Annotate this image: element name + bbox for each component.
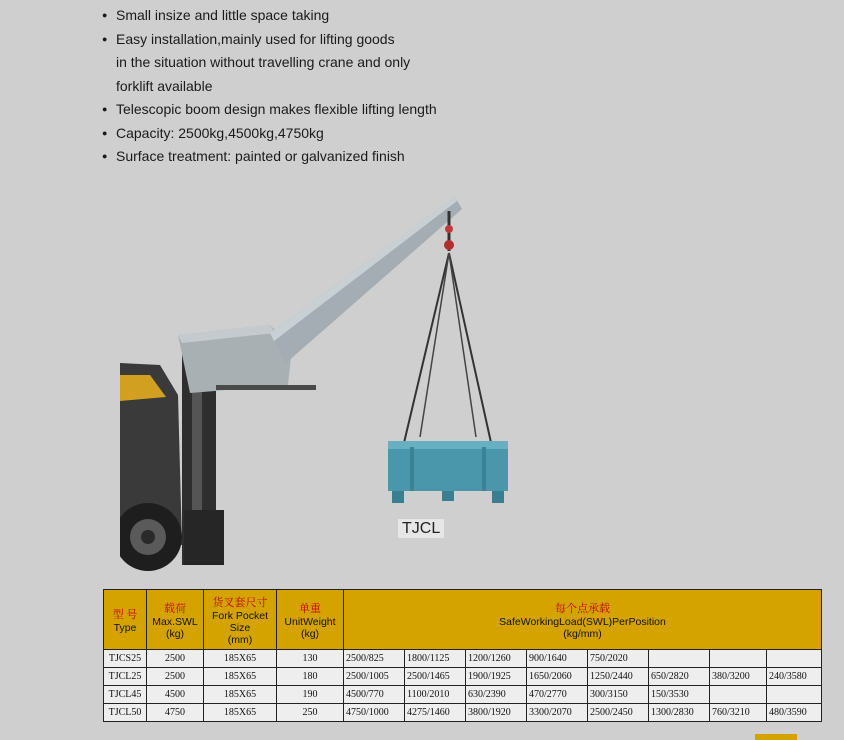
cell-swl-position: 1900/1925 bbox=[466, 668, 527, 686]
forklift-jib-crane-photo bbox=[120, 185, 540, 585]
col-swl-per-position: 每个点承载 SafeWorkingLoad(SWL)PerPosition (kg/mm) bbox=[344, 590, 822, 650]
cell-swl-position: 630/2390 bbox=[466, 686, 527, 704]
cell-swl-position bbox=[710, 686, 767, 704]
cell-swl: 4500 bbox=[147, 686, 204, 704]
table-row bbox=[104, 650, 822, 668]
cell-fork: 185X65 bbox=[204, 650, 277, 668]
cell-swl-position: 300/3150 bbox=[588, 686, 649, 704]
cell-swl-position: 470/2770 bbox=[527, 686, 588, 704]
cell-swl: 2500 bbox=[147, 650, 204, 668]
specification-table bbox=[103, 589, 822, 722]
cell-swl: 4750 bbox=[147, 704, 204, 722]
feature-item: ● Easy installation,mainly used for lifting goods bbox=[100, 28, 620, 52]
cell-swl: 2500 bbox=[147, 668, 204, 686]
cell-type: TJCL25 bbox=[104, 668, 147, 686]
cell-type: TJCL45 bbox=[104, 686, 147, 704]
cell-swl-position: 4750/1000 bbox=[344, 704, 405, 722]
feature-item: in the situation without travelling crane and only bbox=[116, 54, 411, 70]
table-row bbox=[104, 668, 822, 686]
cell-swl-position: 4500/770 bbox=[344, 686, 405, 704]
cell-swl-position: 1800/1125 bbox=[405, 650, 466, 668]
cell-swl-position: 1100/2010 bbox=[405, 686, 466, 704]
cell-swl-position: 900/1640 bbox=[527, 650, 588, 668]
cell-swl-position: 2500/825 bbox=[344, 650, 405, 668]
cell-fork: 185X65 bbox=[204, 686, 277, 704]
col-type: 型 号 Type bbox=[104, 590, 147, 650]
photo-caption: TJCL bbox=[398, 519, 444, 538]
telescopic-boom bbox=[270, 197, 462, 363]
cell-swl-position: 1650/2060 bbox=[527, 668, 588, 686]
feature-item: ● Small insize and little space taking bbox=[100, 4, 620, 28]
cell-weight: 190 bbox=[277, 686, 344, 704]
cell-swl-position: 750/2020 bbox=[588, 650, 649, 668]
cell-swl-position: 480/3590 bbox=[767, 704, 822, 722]
cell-fork: 185X65 bbox=[204, 704, 277, 722]
feature-item: forklift available bbox=[116, 77, 213, 94]
table-row bbox=[104, 704, 822, 722]
cell-swl-position bbox=[649, 650, 710, 668]
cell-swl-position: 650/2820 bbox=[649, 668, 710, 686]
feature-item: ● Telescopic boom design makes flexible lifting length bbox=[100, 98, 620, 122]
cell-swl-position bbox=[710, 650, 767, 668]
cell-swl-position: 2500/2450 bbox=[588, 704, 649, 722]
cell-swl-position: 1250/2440 bbox=[588, 668, 649, 686]
cell-weight: 130 bbox=[277, 650, 344, 668]
col-fork: 货叉套尺寸 Fork Pocket Size (mm) bbox=[204, 590, 277, 650]
col-swl: 载荷 Max.SWL (kg) bbox=[147, 590, 204, 650]
page-corner-mark bbox=[755, 734, 797, 740]
cell-swl-position: 760/3210 bbox=[710, 704, 767, 722]
lifting-chain bbox=[403, 253, 449, 447]
cell-swl-position: 150/3530 bbox=[649, 686, 710, 704]
cell-swl-position: 240/3580 bbox=[767, 668, 822, 686]
cell-swl-position: 380/3200 bbox=[710, 668, 767, 686]
feature-list bbox=[100, 4, 620, 169]
cell-swl-position: 3800/1920 bbox=[466, 704, 527, 722]
feature-item: ● Capacity: 2500kg,4500kg,4750kg bbox=[100, 122, 620, 146]
cell-swl-position: 1200/1260 bbox=[466, 650, 527, 668]
cell-weight: 180 bbox=[277, 668, 344, 686]
cell-swl-position: 2500/1005 bbox=[344, 668, 405, 686]
cell-swl-position bbox=[767, 686, 822, 704]
cell-type: TJCS25 bbox=[104, 650, 147, 668]
cell-weight: 250 bbox=[277, 704, 344, 722]
cell-type: TJCL50 bbox=[104, 704, 147, 722]
cell-swl-position: 2500/1465 bbox=[405, 668, 466, 686]
feature-item: ● Surface treatment: painted or galvanized finish bbox=[100, 145, 620, 169]
cell-swl-position: 3300/2070 bbox=[527, 704, 588, 722]
cell-swl-position: 4275/1460 bbox=[405, 704, 466, 722]
cell-swl-position bbox=[767, 650, 822, 668]
cell-swl-position: 1300/2830 bbox=[649, 704, 710, 722]
cell-fork: 185X65 bbox=[204, 668, 277, 686]
col-weight: 单重 UnitWeight (kg) bbox=[277, 590, 344, 650]
table-row bbox=[104, 686, 822, 704]
